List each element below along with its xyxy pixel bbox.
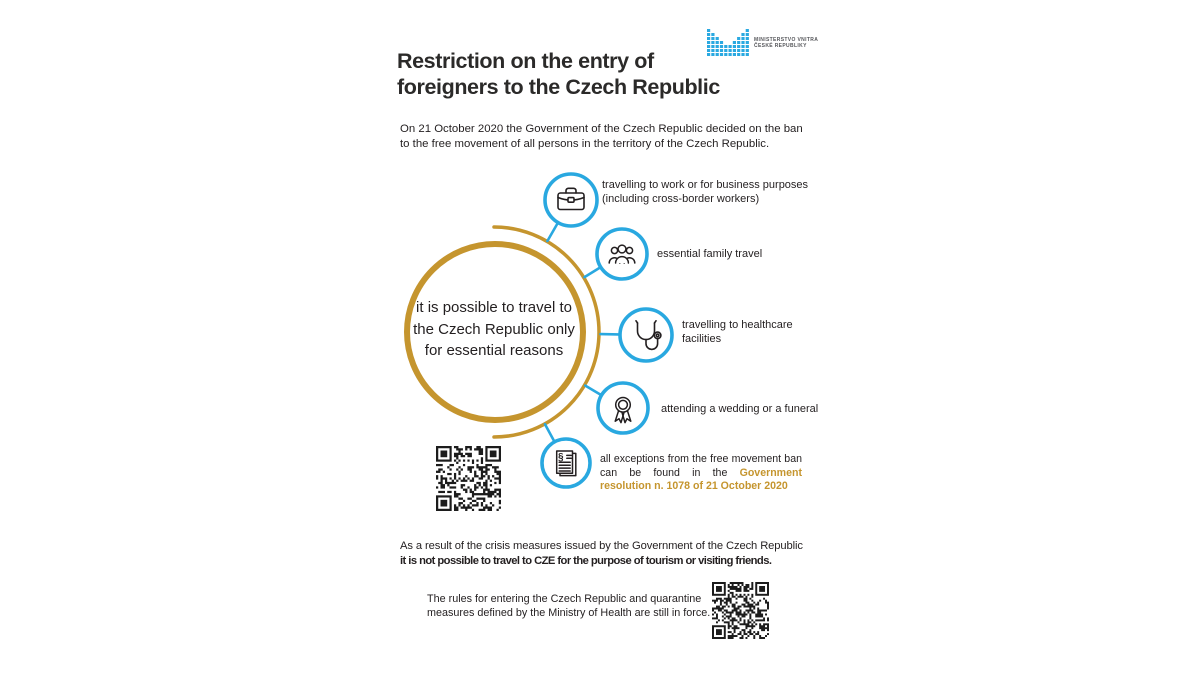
rules-line1: The rules for entering the Czech Republic and quarantine — [427, 593, 702, 605]
ministry-logo-text — [754, 37, 818, 49]
title-line1: Restriction on the entry of — [397, 49, 654, 73]
family-bubble — [597, 229, 647, 279]
ministry-name-line2: ČESKÉ REPUBLIKY — [754, 43, 807, 49]
svg-text:§: § — [558, 452, 564, 463]
intro-line2: to the free movement of all persons in the territory of the Czech Republic. — [400, 137, 770, 150]
title-line2: foreigners to the Czech Republic — [397, 75, 720, 99]
qr-code-resolution — [436, 446, 501, 511]
government-resolution-reference: Government resolution n. 1078 of 21 October 2020 — [600, 466, 802, 492]
page-title — [397, 48, 720, 100]
label-line: travelling to healthcare — [682, 319, 793, 331]
label-wedding-funeral — [661, 403, 818, 417]
intro-paragraph — [400, 122, 803, 151]
result-line1: As a result of the crisis measures issued by the Government of the Czech Republic — [400, 540, 803, 552]
center-line2: the Czech Republic only — [413, 320, 575, 338]
exceptions-text: all exceptions from the free movement ban can be found in the — [600, 453, 802, 479]
center-line3: for essential reasons — [424, 342, 564, 359]
center-circle-text — [398, 297, 590, 362]
legal-document-icon — [557, 451, 576, 476]
label-line: essential family travel — [657, 248, 763, 260]
rules-text — [427, 593, 711, 621]
label-work-travel — [602, 179, 808, 206]
result-line2: it is not possible to travel to CZE for the purpose of tourism or visiting friends. — [400, 554, 772, 567]
label-line: attending a wedding or a funeral — [661, 403, 819, 415]
label-family-travel — [657, 248, 762, 262]
label-line: (including cross-border workers) — [602, 192, 760, 205]
ministry-name-line1: MINISTERSTVO VNITRA — [754, 37, 819, 43]
label-exceptions — [600, 453, 802, 494]
ministry-logo — [707, 29, 867, 59]
label-healthcare — [682, 319, 793, 346]
crisis-measures-text — [400, 539, 803, 568]
center-line1: it is possible to travel to — [416, 299, 572, 316]
healthcare-bubble — [620, 309, 672, 361]
label-line: travelling to work or for business purposes — [602, 179, 809, 191]
rules-line2: measures defined by the Ministry of Health are still in force. — [427, 606, 711, 619]
intro-line1: On 21 October 2020 the Government of the Czech Republic decided on the ban — [400, 123, 803, 135]
label-line: facilities — [682, 332, 722, 345]
qr-code-rules — [712, 582, 769, 639]
